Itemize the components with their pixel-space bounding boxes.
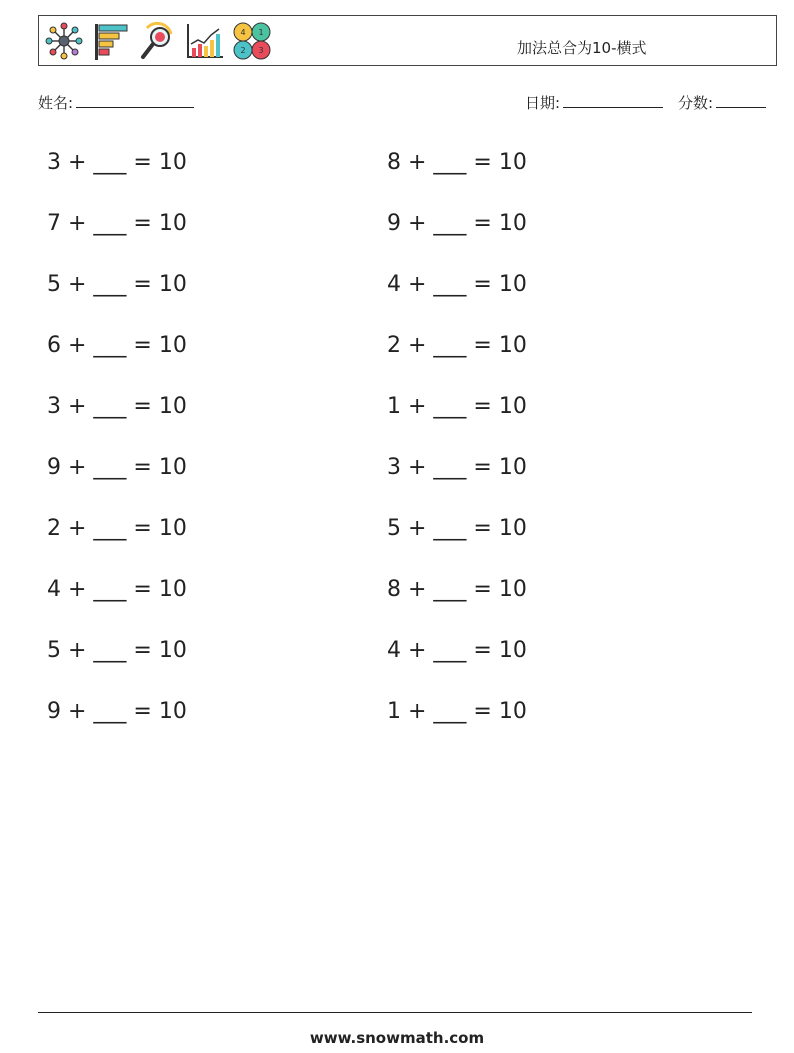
problem-right-2: 9 + ___ = 10 <box>387 211 527 236</box>
svg-text:3: 3 <box>258 46 264 55</box>
problem-right-4: 2 + ___ = 10 <box>387 333 527 358</box>
number-bubbles-icon <box>231 20 273 62</box>
problem-left-7: 2 + ___ = 10 <box>47 516 187 541</box>
svg-text:2: 2 <box>240 46 246 55</box>
problem-right-8: 8 + ___ = 10 <box>387 577 527 602</box>
problem-left-2: 7 + ___ = 10 <box>47 211 187 236</box>
problem-right-3: 4 + ___ = 10 <box>387 272 527 297</box>
score-field <box>678 92 766 113</box>
magnifier-icon <box>137 20 177 62</box>
network-icon <box>43 20 85 62</box>
header-box <box>38 15 777 66</box>
header-icons <box>43 20 273 62</box>
problem-right-5: 1 + ___ = 10 <box>387 394 527 419</box>
svg-text:1: 1 <box>258 28 264 37</box>
footer-divider <box>38 1012 752 1013</box>
problem-right-10: 1 + ___ = 10 <box>387 699 527 724</box>
name-blank[interactable] <box>76 93 194 108</box>
bar-chart-icon <box>91 20 131 62</box>
footer-url[interactable]: www.snowmath.com <box>309 1029 485 1047</box>
problem-left-9: 5 + ___ = 10 <box>47 638 187 663</box>
problem-left-3: 5 + ___ = 10 <box>47 272 187 297</box>
date-label: 日期: <box>525 94 561 112</box>
score-label: 分数: <box>678 94 714 112</box>
problem-left-10: 9 + ___ = 10 <box>47 699 187 724</box>
problem-left-8: 4 + ___ = 10 <box>47 577 187 602</box>
problem-left-5: 3 + ___ = 10 <box>47 394 187 419</box>
problem-left-1: 3 + ___ = 10 <box>47 150 187 175</box>
date-blank[interactable] <box>563 93 663 108</box>
name-label: 姓名: <box>38 94 74 112</box>
score-blank[interactable] <box>716 93 766 108</box>
svg-text:4: 4 <box>240 28 246 37</box>
problem-right-1: 8 + ___ = 10 <box>387 150 527 175</box>
name-field <box>38 92 194 113</box>
problem-right-6: 3 + ___ = 10 <box>387 455 527 480</box>
date-field <box>525 92 663 113</box>
problem-right-7: 5 + ___ = 10 <box>387 516 527 541</box>
problem-left-6: 9 + ___ = 10 <box>47 455 187 480</box>
problem-right-9: 4 + ___ = 10 <box>387 638 527 663</box>
line-chart-icon <box>183 20 225 62</box>
worksheet-title: 加法总合为10-横式 <box>517 39 647 57</box>
problem-left-4: 6 + ___ = 10 <box>47 333 187 358</box>
